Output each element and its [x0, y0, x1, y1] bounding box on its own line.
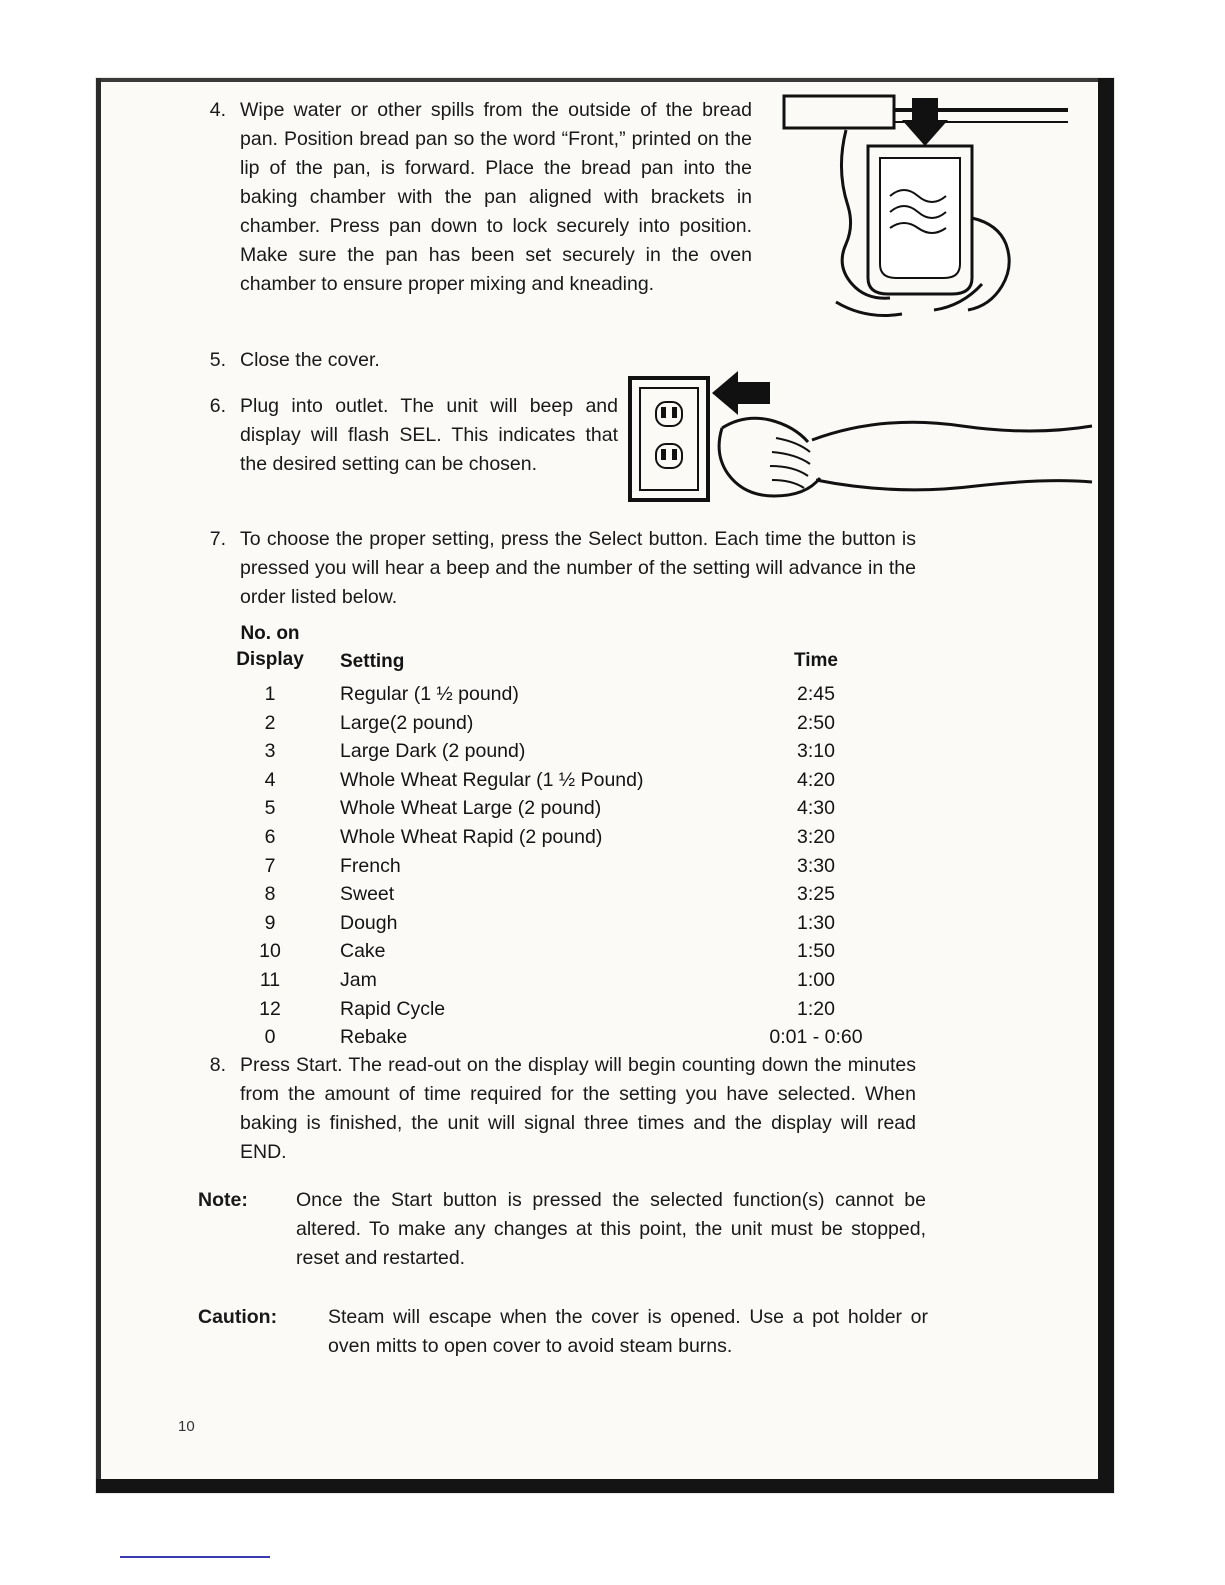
- step-6-number: 6.: [209, 395, 226, 417]
- scanned-page: [96, 78, 1114, 1493]
- table-row: [214, 797, 934, 826]
- table-row: [214, 855, 934, 884]
- step-4-number: 4.: [209, 99, 226, 121]
- step-6-text: Plug into outlet. The unit will beep and display will flash SEL. This indicates that the desired setting can be chosen.: [240, 395, 618, 475]
- cell-setting: Whole Wheat Regular (1 ½ Pound): [340, 768, 644, 791]
- cell-time: 3:25: [797, 883, 835, 906]
- cell-time: 4:30: [797, 797, 835, 820]
- step-5-text: Close the cover.: [240, 349, 380, 371]
- cell-setting: Dough: [340, 911, 398, 934]
- page-content: [96, 78, 1098, 1479]
- cell-display-number: 0: [264, 1026, 276, 1049]
- bread-pan-insertion-illustration: [776, 88, 1076, 323]
- table-row: [214, 683, 934, 712]
- step-8: [198, 1051, 918, 1167]
- step-4-text: Wipe water or other spills from the outside of the bread pan. Position bread pan so the word “Front,” printed on the lip of the pan, is forward. Place the bread pan into the baking chamber with the pan aligned with brackets in chamber. Press pan down to lock securely into position. Make sure the pan has been set securely in the oven chamber to ensure proper mixing and kneading.: [240, 99, 752, 295]
- cell-time: 4:20: [797, 768, 835, 791]
- cell-time: 1:20: [797, 997, 835, 1020]
- table-row: [214, 969, 934, 998]
- cell-setting: Whole Wheat Large (2 pound): [340, 797, 602, 820]
- column-header-setting: Setting: [340, 651, 405, 672]
- table-row: [214, 712, 934, 741]
- cell-time: 2:50: [797, 711, 835, 734]
- cell-display-number: 7: [264, 854, 276, 877]
- column-header-display: [214, 621, 326, 673]
- cell-time: 1:00: [797, 968, 835, 991]
- cell-display-number: 8: [264, 883, 276, 906]
- caution-label: Caution:: [198, 1306, 278, 1328]
- cell-display-number: 1: [264, 683, 276, 705]
- table-row: [214, 940, 934, 969]
- cell-setting: Regular (1 ½ pound): [340, 683, 519, 705]
- note-text: Once the Start button is pressed the selected function(s) cannot be altered. To make any changes at this point, the unit must be stopped, reset and restarted.: [296, 1189, 926, 1269]
- column-header-display-line2: Display: [236, 649, 304, 670]
- cell-setting: Large Dark (2 pound): [340, 740, 526, 763]
- cell-display-number: 2: [264, 711, 276, 734]
- note-block: [198, 1186, 938, 1273]
- page-number: 10: [178, 1418, 195, 1435]
- step-7: [198, 525, 918, 612]
- cell-time: 3:30: [797, 854, 835, 877]
- step-8-number: 8.: [209, 1054, 226, 1076]
- table-row: [214, 998, 934, 1027]
- cell-setting: Jam: [340, 968, 377, 991]
- cell-setting: Cake: [340, 940, 386, 963]
- cell-time: 3:10: [797, 740, 835, 763]
- table-row: [214, 912, 934, 941]
- cell-display-number: 6: [264, 825, 276, 848]
- cell-display-number: 3: [264, 740, 276, 763]
- caution-text: Steam will escape when the cover is opened. Use a pot holder or oven mitts to open cover to avoid steam burns.: [328, 1306, 928, 1357]
- cell-display-number: 5: [264, 797, 276, 820]
- page-edge-bottom: [96, 1479, 1114, 1493]
- cell-display-number: 11: [259, 968, 281, 991]
- cell-setting: Sweet: [340, 883, 395, 906]
- cell-time: 0:01 - 0:60: [769, 1026, 863, 1049]
- note-label: Note:: [198, 1189, 248, 1211]
- cell-time: 1:50: [797, 940, 835, 963]
- cell-setting: Whole Wheat Rapid (2 pound): [340, 825, 603, 848]
- settings-table: [214, 621, 934, 1055]
- cell-setting: Large(2 pound): [340, 711, 474, 734]
- table-row: [214, 883, 934, 912]
- cell-display-number: 12: [259, 997, 281, 1020]
- column-header-display-line1: No. on: [240, 623, 300, 644]
- cell-time: 3:20: [797, 825, 835, 848]
- plug-into-outlet-illustration: [626, 368, 1096, 503]
- step-7-text: To choose the proper setting, press the Select button. Each time the button is pressed you will hear a beep and the number of the setting will advance in the order listed below.: [240, 528, 916, 608]
- cell-display-number: 9: [264, 911, 276, 934]
- table-row: [214, 740, 934, 769]
- cell-display-number: 10: [259, 940, 281, 963]
- page-edge-right: [1098, 78, 1114, 1493]
- cell-display-number: 4: [264, 768, 276, 791]
- cell-setting: Rebake: [340, 1026, 408, 1049]
- cell-setting: French: [340, 854, 401, 877]
- step-4: [198, 96, 764, 299]
- cell-time: 1:30: [797, 911, 835, 934]
- scan-artifact-line: [120, 1556, 270, 1558]
- cell-setting: Rapid Cycle: [340, 997, 446, 1020]
- table-row: [214, 826, 934, 855]
- table-header-row: [214, 621, 934, 683]
- step-7-number: 7.: [209, 528, 226, 550]
- table-row: [214, 769, 934, 798]
- cell-time: 2:45: [797, 683, 835, 705]
- caution-block: [198, 1303, 938, 1361]
- step-5-number: 5.: [209, 349, 226, 371]
- step-8-text: Press Start. The read-out on the display will begin counting down the minutes from the amount of time required for the setting you have selected. When baking is finished, the unit will signal three times and the display will read END.: [240, 1054, 916, 1163]
- column-header-time: Time: [793, 650, 838, 671]
